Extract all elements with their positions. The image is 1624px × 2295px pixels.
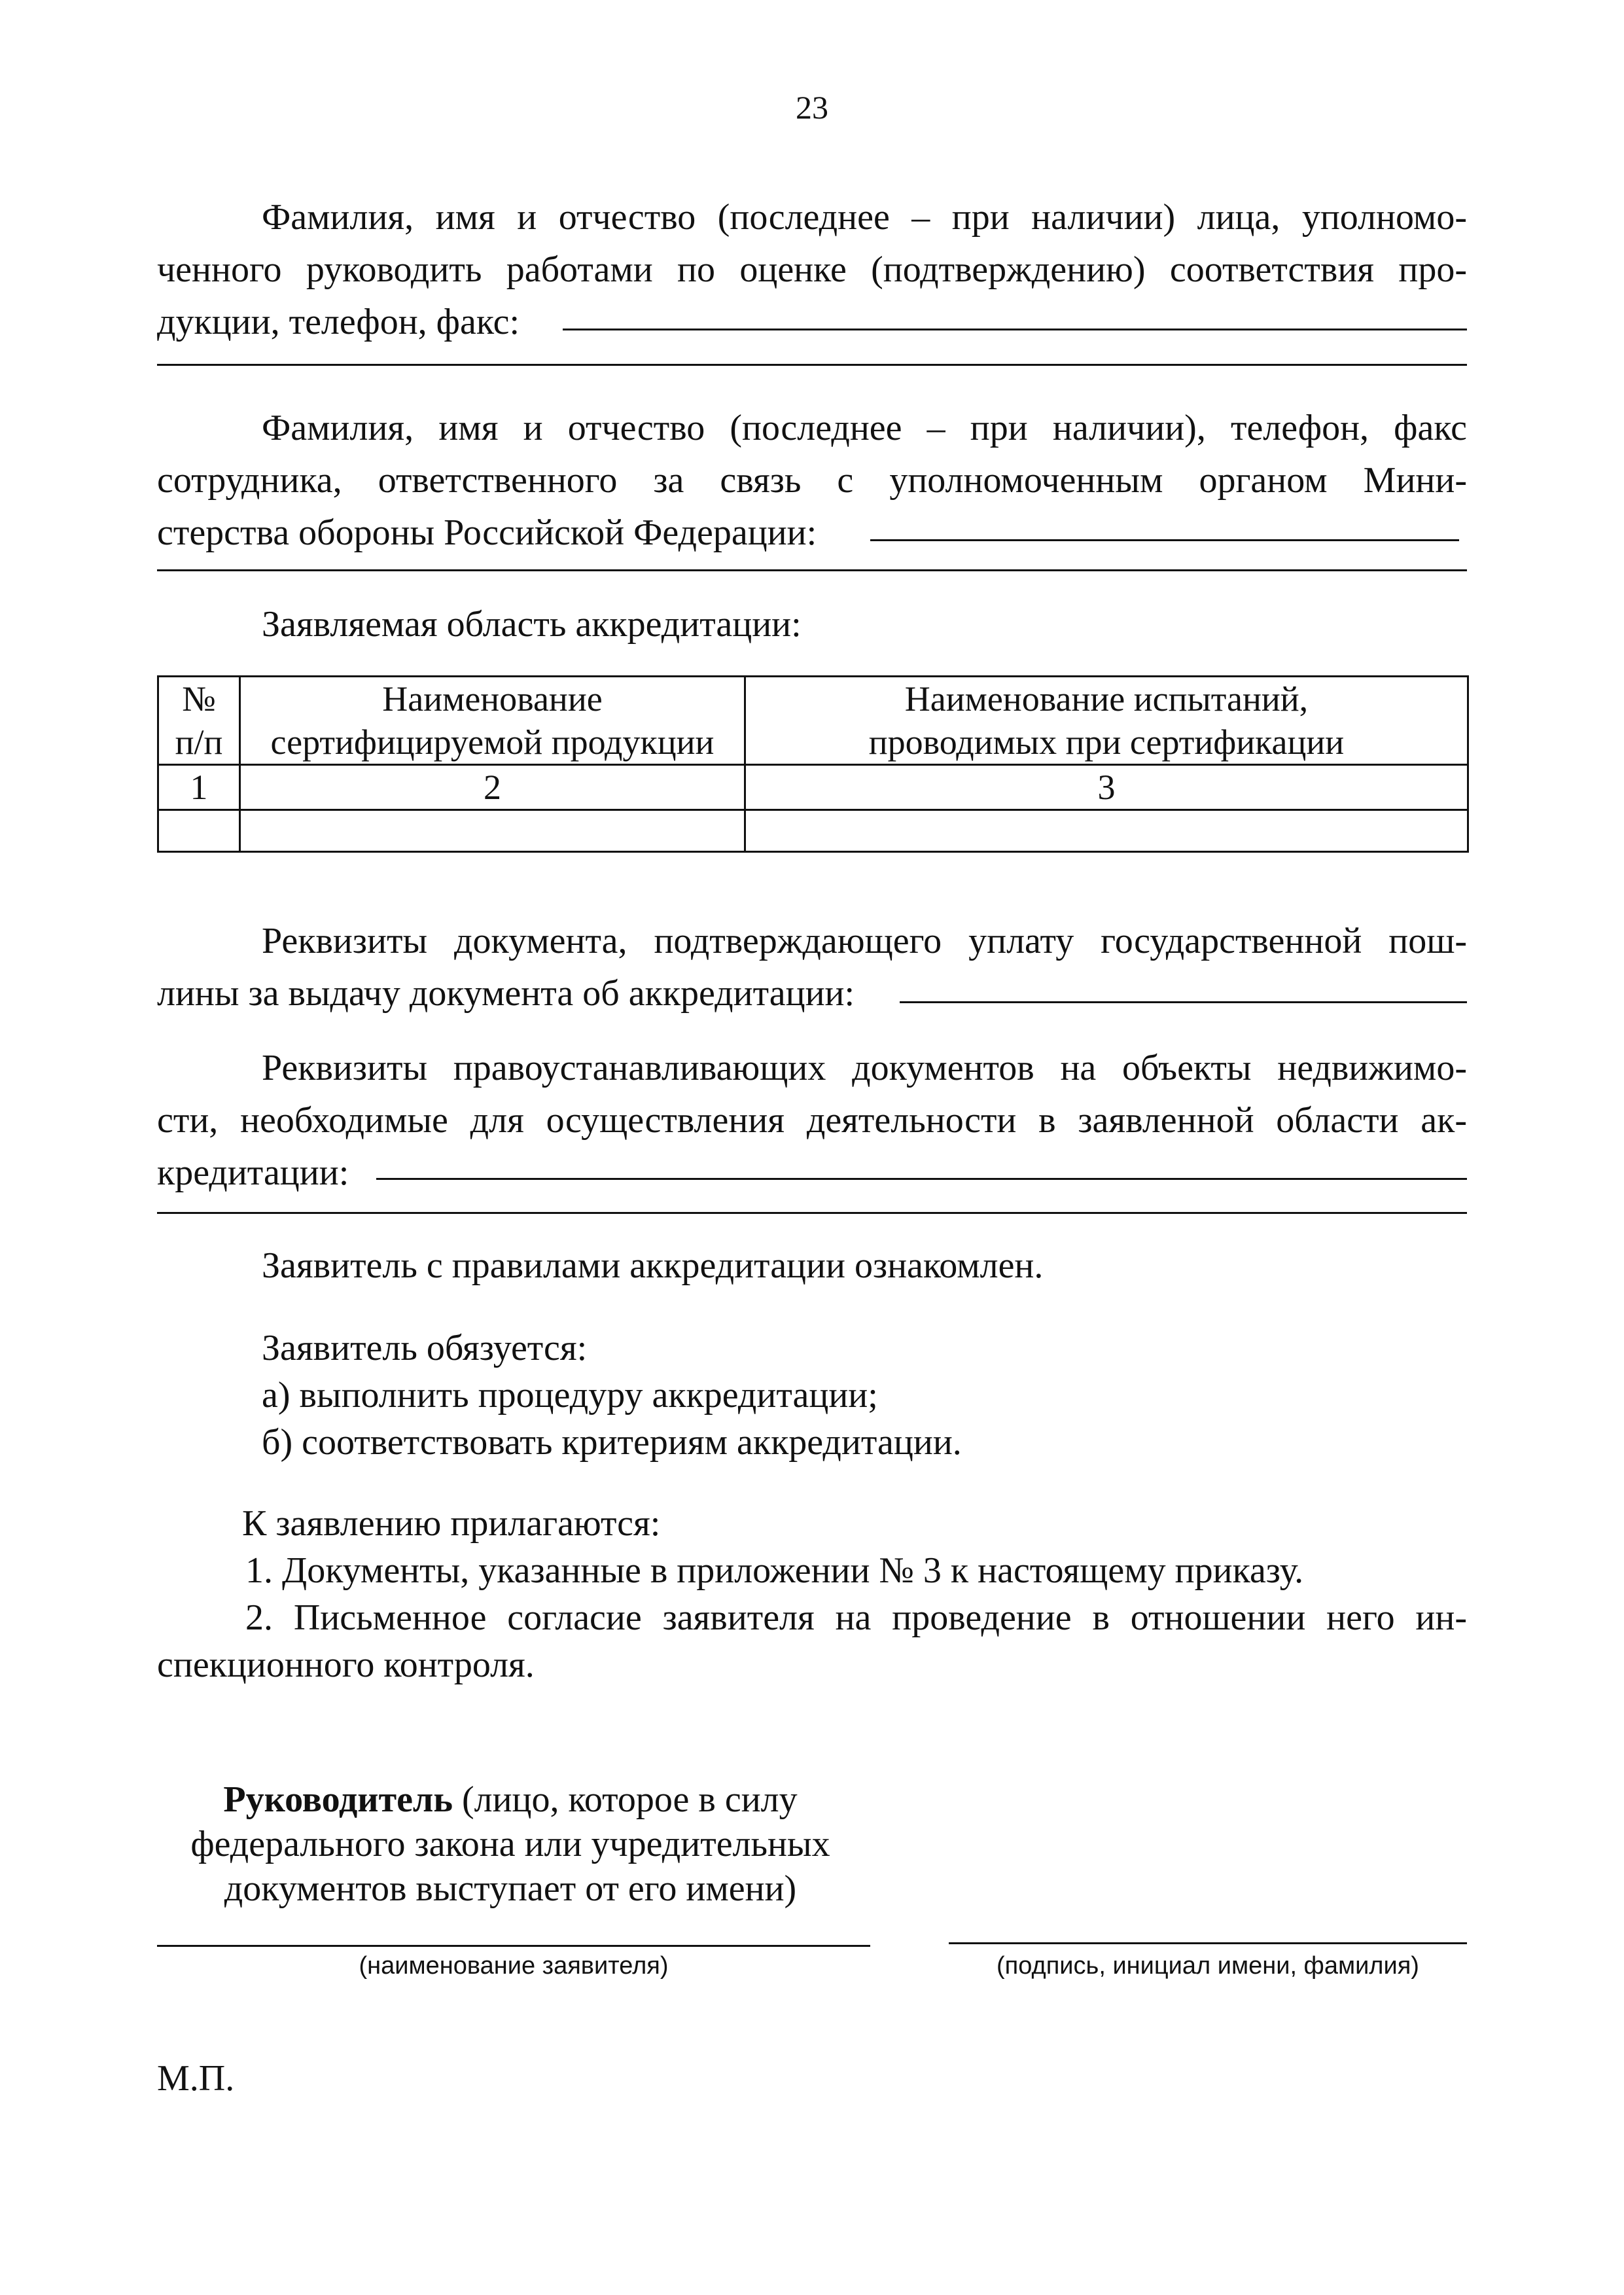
applicant-name-caption: (наименование заявителя): [359, 1952, 669, 1980]
table-cell[interactable]: [158, 810, 240, 852]
attachments-title: К заявлению прилагаются:: [242, 1503, 661, 1544]
property-field[interactable]: [376, 1178, 1467, 1180]
table-row[interactable]: [158, 810, 1468, 852]
applicant-name-field[interactable]: [157, 1945, 870, 1947]
column-number-cell: 2: [240, 765, 745, 810]
column-number-cell: 1: [158, 765, 240, 810]
property-field-continuation[interactable]: [157, 1212, 1467, 1214]
obligations-list: [262, 1325, 962, 1466]
paragraph-line: стерства обороны Российской Федерации:: [157, 512, 817, 553]
paragraph-line: кредитации:: [157, 1152, 349, 1193]
accreditation-scope-table: [157, 675, 1469, 853]
contact-person-field[interactable]: [870, 539, 1459, 541]
obligation-item: б) соответствовать критериям аккредитации.: [262, 1422, 962, 1463]
paragraph-line: ченного руководить работами по оценке (подтверждению) соответствия про-: [157, 249, 1467, 290]
paragraph-line: сотрудника, ответственного за связь с уполномоченным органом Мини-: [157, 460, 1467, 501]
paragraph-line: Реквизиты правоустанавливающих документов на объекты недвижимо-: [262, 1048, 1467, 1088]
paragraph-line: Фамилия, имя и отчество (последнее – при наличии), телефон, факс: [262, 408, 1467, 448]
payment-field[interactable]: [900, 1001, 1467, 1003]
paragraph-line: лины за выдачу документа об аккредитации:: [157, 973, 855, 1014]
paragraph-line: 2. Письменное согласие заявителя на проведение в отношении него ин-: [245, 1597, 1467, 1638]
signature-caption: (подпись, инициал имени, фамилия): [997, 1952, 1419, 1980]
property-block: [157, 1042, 1467, 1199]
paragraph-line: Реквизиты документа, подтверждающего уплату государственной пош-: [262, 921, 1467, 961]
header-cell-tests: Наименование испытаний, проводимых при сертификации: [745, 677, 1468, 765]
paragraph-line: дукции, телефон, факс:: [157, 302, 520, 342]
acknowledgement-text: Заявитель с правилами аккредитации ознакомлен.: [262, 1245, 1044, 1286]
paragraph-line: Фамилия, имя и отчество (последнее – при наличии) лица, уполномо-: [262, 197, 1467, 238]
paragraph-line: сти, необходимые для осуществления деятельности в заявленной области ак-: [157, 1100, 1467, 1141]
signature-field[interactable]: [949, 1942, 1467, 1944]
payment-block: [157, 915, 1467, 1020]
paragraph-line: спекционного контроля.: [157, 1645, 535, 1685]
signature-line: документов выступает от его имени): [224, 1868, 797, 1909]
signature-heading: Руководитель (лицо, которое в силу федерального закона или учредительных документов выступает от его имени): [150, 1777, 870, 1911]
stamp-place-label: М.П.: [157, 2058, 235, 2099]
contact-person-block: [157, 402, 1467, 559]
obligations-title: Заявитель обязуется:: [262, 1328, 588, 1368]
table-cell[interactable]: [745, 810, 1468, 852]
scope-title: Заявляемая область аккредитации:: [262, 604, 802, 645]
header-cell-number: № п/п: [158, 677, 240, 765]
column-number-cell: 3: [745, 765, 1468, 810]
attachment-item: 1. Документы, указанные в приложении № 3 к настоящему приказу.: [245, 1550, 1304, 1591]
signature-title: Руководитель: [223, 1779, 453, 1820]
contact-person-field-continuation[interactable]: [157, 569, 1467, 571]
header-cell-product: Наименование сертифицируемой продукции: [240, 677, 745, 765]
table-header-row: [158, 677, 1468, 765]
authorized-person-field-continuation[interactable]: [157, 364, 1467, 366]
signature-line: федерального закона или учредительных: [190, 1824, 830, 1864]
authorized-person-block: [157, 191, 1467, 348]
obligation-item: а) выполнить процедуру аккредитации;: [262, 1375, 878, 1415]
attachment-item-2: [157, 1594, 1467, 1688]
table-cell[interactable]: [240, 810, 745, 852]
authorized-person-field[interactable]: [563, 329, 1467, 330]
page-number: 23: [796, 89, 828, 126]
column-number-row: [158, 765, 1468, 810]
